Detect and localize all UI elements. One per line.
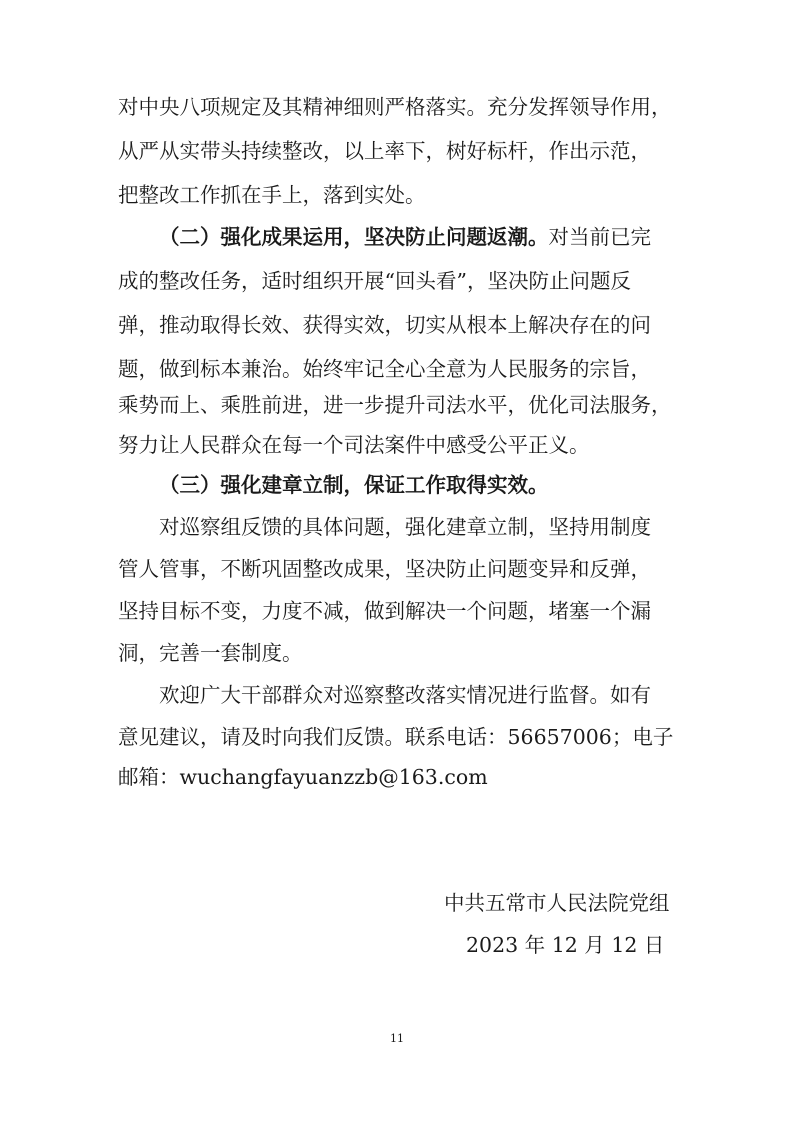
body-line: 乘势而上、乘胜前进，进一步提升司法水平，优化司法服务， xyxy=(118,393,672,417)
body-text: 对当前已完 xyxy=(548,225,651,249)
signature-org: 中共五常市人民法院党组 xyxy=(444,891,670,915)
section-2-heading: （二）强化成果运用，坚决防止问题返潮。 xyxy=(159,225,549,249)
contact-email-line: 邮箱：wuchangfayuanzzb@163.com xyxy=(118,765,488,789)
section-3-heading: （三）强化建章立制，保证工作取得实效。 xyxy=(159,473,549,497)
body-line: 洞，完善一套制度。 xyxy=(118,641,303,665)
body-line: 对巡察组反馈的具体问题，强化建章立制，坚持用制度 xyxy=(159,515,651,539)
body-line: 弹，推动取得长效、获得实效，切实从根本上解决存在的问 xyxy=(118,313,651,337)
body-line: 坚持目标不变，力度不减，做到解决一个问题，堵塞一个漏 xyxy=(118,599,651,623)
body-line: 欢迎广大干部群众对巡察整改落实情况进行监督。如有 xyxy=(159,683,651,707)
body-line: 意见建议，请及时向我们反馈。联系电话：56657006；电子 xyxy=(118,725,674,749)
signature-date: 2023 年 12 月 12 日 xyxy=(466,933,665,957)
body-line: 管人管事，不断巩固整改成果，坚决防止问题变异和反弹， xyxy=(118,557,651,581)
body-line: 成的整改任务，适时组织开展“回头看”，坚决防止问题反 xyxy=(118,269,631,293)
body-line: 题，做到标本兼治。始终牢记全心全意为人民服务的宗旨， xyxy=(118,357,651,381)
body-line: 努力让人民群众在每一个司法案件中感受公平正义。 xyxy=(118,433,590,457)
body-line: 从严从实带头持续整改，以上率下，树好标杆，作出示范， xyxy=(118,139,651,163)
section-2-line xyxy=(159,225,651,249)
page-number: 11 xyxy=(390,1032,404,1045)
body-line: 对中央八项规定及其精神细则严格落实。充分发挥领导作用， xyxy=(118,95,672,119)
body-line: 把整改工作抓在手上，落到实处。 xyxy=(118,183,426,207)
